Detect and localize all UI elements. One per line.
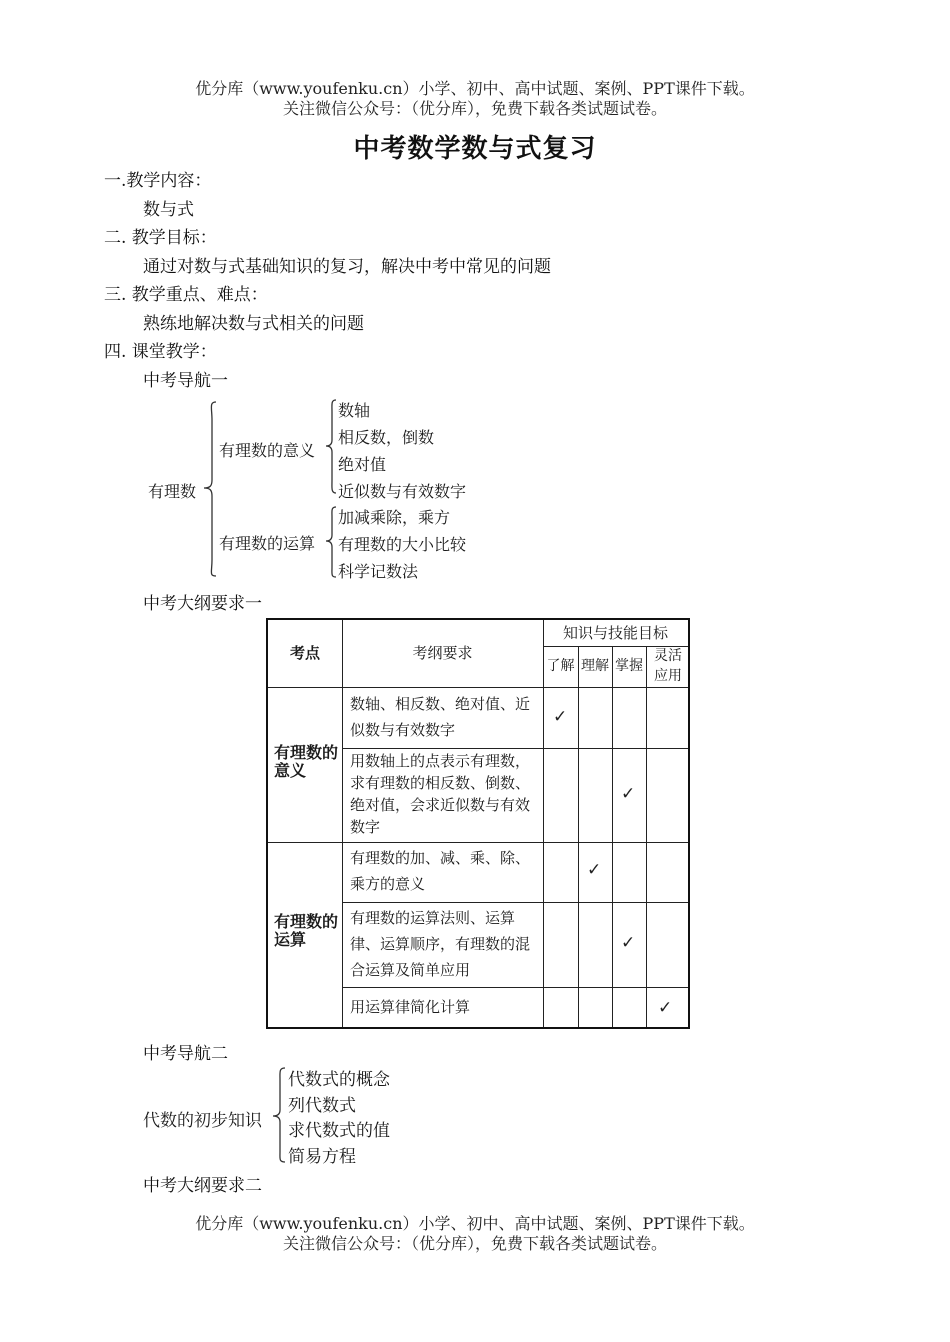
nav1-branch1-brace [323, 398, 339, 498]
section-2-body: 通过对数与式基础知识的复习，解决中考中常见的问题 [143, 257, 551, 277]
check-row-2: ✓ [621, 784, 636, 804]
col-header-requirement: 考纲要求 [412, 644, 473, 662]
footer-line-1: 优分库（www.youfenku.cn）小学、初中、高中试题、案例、PPT课件下载。 [195, 1214, 755, 1233]
section-1-heading: 一.教学内容： [104, 171, 212, 191]
nav2-item-3: 求代数式的值 [288, 1121, 390, 1141]
req-row-1: 数轴、相反数、绝对值、近似数与有效数字 [350, 695, 531, 739]
nav1-b2-item-3: 科学记数法 [338, 562, 419, 581]
nav2-brace [270, 1066, 288, 1166]
section-2-heading: 二. 教学目标： [104, 228, 217, 248]
nav1-b2-item-2: 有理数的大小比较 [338, 535, 467, 554]
nav1-b1-item-4: 近似数与有效数字 [338, 482, 467, 501]
nav1-root-brace [200, 400, 220, 580]
nav2-item-4: 简易方程 [288, 1147, 356, 1167]
nav1-b1-item-2: 相反数，倒数 [338, 428, 435, 447]
section-3-body: 熟练地解决数与式相关的问题 [143, 314, 364, 334]
section-3-heading: 三. 教学重点、难点： [104, 285, 268, 305]
outline2-label: 中考大纲要求二 [143, 1176, 262, 1196]
nav1-b1-item-1: 数轴 [338, 401, 371, 420]
group-label-1: 有理数的意义 [274, 743, 339, 780]
check-row-1: ✓ [553, 707, 568, 727]
check-row-3: ✓ [587, 860, 602, 880]
nav1-root: 有理数 [148, 482, 197, 501]
nav2-label: 中考导航二 [143, 1044, 228, 1064]
col-header-point: 考点 [289, 644, 320, 662]
nav2-root: 代数的初步知识 [143, 1111, 262, 1131]
nav1-branch2-brace [323, 505, 339, 580]
section-1-body: 数与式 [143, 200, 194, 220]
section-4-heading: 四. 课堂教学： [104, 342, 217, 362]
footer-line-2: 关注微信公众号：（优分库），免费下载各类试题试卷。 [282, 1234, 667, 1253]
nav1-b1-item-3: 绝对值 [338, 455, 387, 474]
group-label-2: 有理数的运算 [274, 912, 339, 949]
header-line-2: 关注微信公众号：（优分库），免费下载各类试题试卷。 [282, 99, 667, 118]
req-row-5: 用运算律简化计算 [350, 998, 471, 1016]
nav1-b2-item-1: 加减乘除，乘方 [338, 508, 451, 527]
page-title: 中考数学数与式复习 [353, 134, 597, 164]
col-header-group: 知识与技能目标 [562, 624, 668, 642]
check-row-4: ✓ [621, 933, 636, 953]
nav1-branch1: 有理数的意义 [219, 441, 316, 460]
req-row-4: 有理数的运算法则、运算律、运算顺序，有理数的混合运算及简单应用 [350, 909, 531, 979]
outline1-label: 中考大纲要求一 [143, 594, 262, 614]
level-header-2: 理解 [581, 658, 609, 674]
req-row-2: 用数轴上的点表示有理数，求有理数的相反数、倒数、绝对值，会求近似数与有效数字 [350, 752, 531, 836]
check-row-5: ✓ [658, 998, 673, 1018]
level-header-1: 了解 [546, 658, 575, 674]
header-line-1: 优分库（www.youfenku.cn）小学、初中、高中试题、案例、PPT课件下载。 [195, 79, 755, 98]
nav1-branch2: 有理数的运算 [219, 534, 316, 553]
nav2-item-2: 列代数式 [288, 1096, 356, 1116]
nav2-item-1: 代数式的概念 [288, 1070, 390, 1090]
nav1-label: 中考导航一 [143, 371, 228, 391]
level-header-4: 灵活应用 [654, 648, 682, 684]
req-row-3: 有理数的加、减、乘、除、乘方的意义 [350, 849, 531, 893]
level-header-3: 掌握 [615, 658, 643, 674]
outline1-table [266, 618, 690, 1029]
